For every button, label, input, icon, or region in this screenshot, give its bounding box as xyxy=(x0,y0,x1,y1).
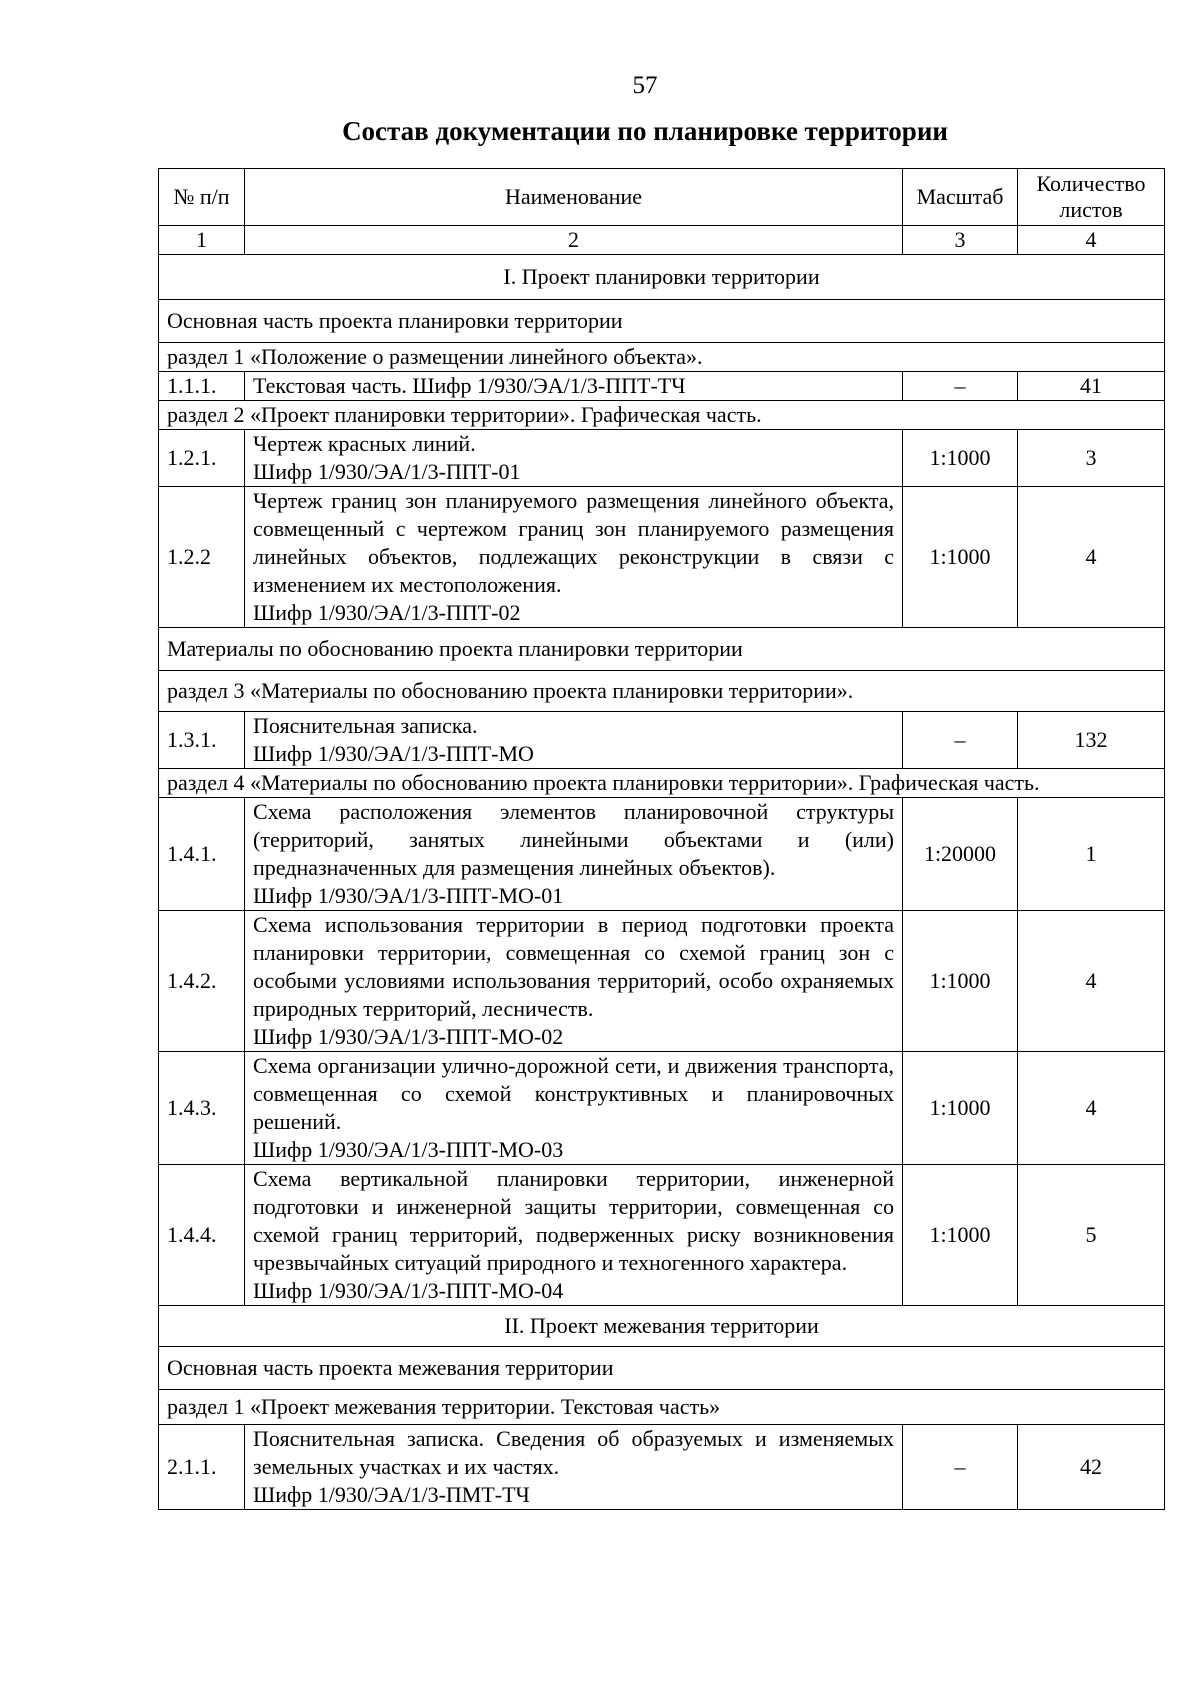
row-name-text: Схема вертикальной планировки территории, инженерной подготовки и инженерной защиты территории, совмещенная со схемой границ территорий, подверженных риску возникновения чрезвычайных ситуаций природного и техногенного характера. xyxy=(253,1166,894,1275)
row-code: Шифр 1/930/ЭА/1/3-ППТ-01 xyxy=(253,459,521,484)
subheading: Основная часть проекта планировки территории xyxy=(159,300,1165,343)
row-code: Шифр 1/930/ЭА/1/3-ПМТ-ТЧ xyxy=(253,1482,530,1507)
table-row xyxy=(159,1165,1165,1306)
row-code: Шифр 1/930/ЭА/1/3-ППТ-МО-01 xyxy=(253,883,564,908)
row-sheets: 42 xyxy=(1018,1425,1165,1510)
part-heading: II. Проект межевания территории xyxy=(159,1306,1165,1347)
row-sheets: 4 xyxy=(1018,1052,1165,1165)
row-name xyxy=(245,798,903,911)
row-name: Текстовая часть. Шифр 1/930/ЭА/1/3-ППТ-ТЧ xyxy=(245,372,903,401)
column-index-row xyxy=(159,226,1165,255)
row-name-text: Схема организации улично-дорожной сети, и движения транспорта, совмещенная со схемой конструктивных и планировочных решений. xyxy=(253,1053,894,1134)
row-num: 1.2.2 xyxy=(159,487,245,628)
section-label: раздел 3 «Материалы по обоснованию проекта планировки территории». xyxy=(159,671,1165,712)
part-heading-row xyxy=(159,1306,1165,1347)
row-sheets: 4 xyxy=(1018,911,1165,1052)
row-num: 1.4.1. xyxy=(159,798,245,911)
row-sheets: 132 xyxy=(1018,712,1165,769)
row-name xyxy=(245,1052,903,1165)
row-name-text: Чертеж красных линий. xyxy=(253,431,476,456)
row-name xyxy=(245,1425,903,1510)
row-name-text: Схема использования территории в период подготовки проекта планировки территории, совмещенная со схемой границ зон с особыми условиями использования территорий, особо охраняемых природных территорий, лесничеств. xyxy=(253,912,894,1021)
row-num: 2.1.1. xyxy=(159,1425,245,1510)
row-scale: – xyxy=(903,1425,1018,1510)
row-name xyxy=(245,430,903,487)
row-num: 1.4.4. xyxy=(159,1165,245,1306)
row-scale: 1:20000 xyxy=(903,798,1018,911)
table-row xyxy=(159,1052,1165,1165)
subheading-row xyxy=(159,300,1165,343)
row-code: Шифр 1/930/ЭА/1/3-ППТ-МО-02 xyxy=(253,1024,564,1049)
row-sheets: 3 xyxy=(1018,430,1165,487)
row-name xyxy=(245,487,903,628)
table-row xyxy=(159,1425,1165,1510)
section-label: раздел 2 «Проект планировки территории». Графическая часть. xyxy=(159,401,1165,430)
row-code: Шифр 1/930/ЭА/1/3-ППТ-02 xyxy=(253,600,521,625)
row-num: 1.4.2. xyxy=(159,911,245,1052)
index-cell: 3 xyxy=(903,226,1018,255)
index-cell: 2 xyxy=(245,226,903,255)
row-num: 1.1.1. xyxy=(159,372,245,401)
row-scale: 1:1000 xyxy=(903,911,1018,1052)
row-name-text: Схема расположения элементов планировочной структуры (территорий, занятых линейными объектами и (или) предназначенных для размещения линейных объектов). xyxy=(253,799,894,880)
row-sheets: 41 xyxy=(1018,372,1165,401)
row-name-text: Пояснительная записка. Сведения об образуемых и изменяемых земельных участках и их частях. xyxy=(253,1426,894,1479)
row-code: Шифр 1/930/ЭА/1/3-ППТ-МО-03 xyxy=(253,1137,564,1162)
section-row xyxy=(159,343,1165,372)
index-cell: 1 xyxy=(159,226,245,255)
page-number: 57 xyxy=(632,72,658,99)
table-row xyxy=(159,798,1165,911)
section-row xyxy=(159,671,1165,712)
table-row xyxy=(159,430,1165,487)
subheading-row xyxy=(159,628,1165,671)
table-header-row xyxy=(159,169,1165,226)
row-scale: 1:1000 xyxy=(903,1052,1018,1165)
section-row xyxy=(159,401,1165,430)
header-scale: Масштаб xyxy=(903,169,1018,226)
row-scale: – xyxy=(903,372,1018,401)
table-row xyxy=(159,712,1165,769)
row-scale: 1:1000 xyxy=(903,487,1018,628)
part-heading: I. Проект планировки территории xyxy=(159,255,1165,300)
part-heading-row xyxy=(159,255,1165,300)
table-row xyxy=(159,487,1165,628)
row-num: 1.4.3. xyxy=(159,1052,245,1165)
row-name xyxy=(245,712,903,769)
documentation-table xyxy=(158,168,1165,1510)
section-label: раздел 1 «Положение о размещении линейного объекта». xyxy=(159,343,1165,372)
row-sheets: 1 xyxy=(1018,798,1165,911)
index-cell: 4 xyxy=(1018,226,1165,255)
row-name xyxy=(245,1165,903,1306)
header-sheets: Количество листов xyxy=(1018,169,1165,226)
row-code: Шифр 1/930/ЭА/1/3-ППТ-МО-04 xyxy=(253,1278,564,1303)
table-row xyxy=(159,911,1165,1052)
row-num: 1.3.1. xyxy=(159,712,245,769)
row-num: 1.2.1. xyxy=(159,430,245,487)
row-scale: – xyxy=(903,712,1018,769)
section-row xyxy=(159,1390,1165,1425)
header-num: № п/п xyxy=(159,169,245,226)
row-name xyxy=(245,911,903,1052)
row-sheets: 4 xyxy=(1018,487,1165,628)
page-title: Состав документации по планировке территории xyxy=(342,116,948,146)
row-scale: 1:1000 xyxy=(903,1165,1018,1306)
row-sheets: 5 xyxy=(1018,1165,1165,1306)
subheading-row xyxy=(159,1347,1165,1390)
row-name-text: Пояснительная записка. xyxy=(253,713,478,738)
section-label: раздел 1 «Проект межевания территории. Текстовая часть» xyxy=(159,1390,1165,1425)
section-row xyxy=(159,769,1165,798)
row-scale: 1:1000 xyxy=(903,430,1018,487)
section-label: раздел 4 «Материалы по обоснованию проекта планировки территории». Графическая часть. xyxy=(159,769,1165,798)
table-row xyxy=(159,372,1165,401)
row-name-text: Чертеж границ зон планируемого размещения линейного объекта, совмещенный с чертежом границ зон планируемого размещения линейных объектов, подлежащих реконструкции в связи с изменением их местоположения. xyxy=(253,488,894,597)
row-code: Шифр 1/930/ЭА/1/3-ППТ-МО xyxy=(253,741,534,766)
header-name: Наименование xyxy=(245,169,903,226)
subheading: Материалы по обоснованию проекта планировки территории xyxy=(159,628,1165,671)
subheading: Основная часть проекта межевания территории xyxy=(159,1347,1165,1390)
